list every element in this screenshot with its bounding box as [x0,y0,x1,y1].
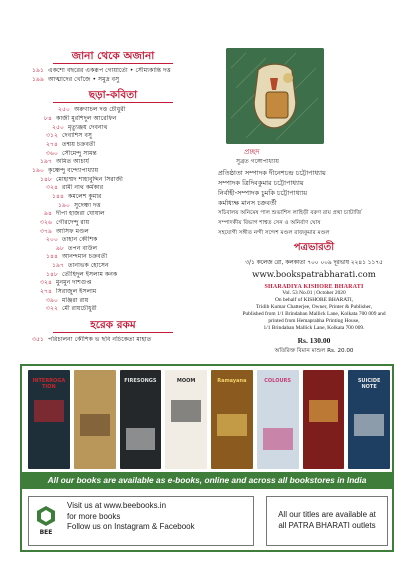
design-dept: সম্পাদকীয় বিভাগ শাশ্বত সেন ও অনির্বাণ ঘোষ [218,220,321,226]
imprint-line: printed from Hemaprabha Printing House, [268,317,360,324]
toc-entry-text: অরুণাচল দত্ত চৌধুরী [74,106,126,114]
toc-entry-text: মোহাম্মদ শাহাবুদ্দিন সিরাজী [56,175,123,183]
section-miscellany-entries [28,336,198,345]
book-title: MOOM [176,378,196,384]
imprint-line: 1/1 Brindaban Mallick Lane, Kolkata 700 009. [263,324,365,331]
book-cover-art [171,400,201,422]
toc-entry-text: পরিচালনা কৌশিক ভ ছবি নচিকেতা মাহাত [48,336,152,344]
toc-entry [28,279,198,288]
toc-page-number: ১৯০ [57,201,70,209]
editor-bn: সম্পাদক ত্রিদিবকুমার চট্টোপাধ্যায় [218,179,304,187]
toc-page-number: ১৯৯ [31,75,44,83]
imprint-line: Published from 1/1 Brindaban Mallick Lane, Kolkata 700 009 and [242,310,386,317]
bee-logo-icon [35,505,57,535]
toc-entry-text: আসিফ মণ্ডল [56,227,89,235]
section-divider [53,63,173,64]
toc-entry [28,167,198,176]
publisher-address: ৩/১ কলেজ রো, কলকাতা ৭০০ ০০৯ দূরভাষ ২২৪১ ১১৭৫ [245,260,383,266]
helpers: সহযোগী সঙ্গীত নন্দী সন্দেশ মণ্ডল রাজকুমার মণ্ডল [218,230,330,236]
toc-entry [28,184,198,193]
imprint-line: Tridib Kumar Chatterjee, Owner, Printer & Publisher, [256,304,372,311]
toc-entry [28,305,198,314]
toc-page-number: ১৪৪ [45,253,58,261]
toc-entry-text: দীপা হাজরা ঘোষাল [56,210,105,218]
toc-page-number: ৩২৪ [45,184,58,192]
book-cover[interactable] [211,370,253,469]
toc-entry [28,67,198,76]
bookstore-advertisement [20,364,394,552]
toc-entry [28,141,198,150]
publisher-brand: পত্রভারতী [293,242,335,253]
section-divider [53,332,173,333]
section-title-poems: ছড়া-কবিতা [88,89,138,102]
toc-entry-text: মঞ্জিরা রায় [62,296,89,304]
toc-entry [28,245,198,254]
cover-illustration [226,48,324,144]
toc-entry-text: আনন্দমান চক্রবর্তী [62,253,108,261]
imprint-line: On behalf of KISHORE BHARATI, [274,297,353,304]
toc-entry-text: কৃষ্ণেন্দু বন্দ্যোপাধ্যায় [48,166,99,174]
ebook-availability-banner: All our books are available as e-books, online and across all bookstores in India [22,472,392,489]
magazine-title-en: SHARADIYA KISHORE BHARATI [264,284,364,291]
book-cover[interactable] [74,370,116,469]
assistants: সচিবালয় অনিমেষ পাল শুভাশিস লাহিড়ী বরুণ রায় প্রথা চ্যাটার্জি [218,210,362,216]
toc-entry [28,288,198,297]
toc-page-number: ১৪৮ [45,270,58,278]
toc-entry [28,76,198,85]
book-cover-art [263,428,293,450]
toc-page-number: ২৫০ [57,106,70,114]
section-title-discovery: জানা থেকে অজানা [71,50,155,62]
section-poems-entries [28,106,198,314]
toc-entry-text: মৌ রায়চৌধুরী [62,305,97,313]
bee-brand-text: BEE [39,529,53,535]
patra-line: all PATRA BHARATI outlets [278,520,376,530]
book-cover[interactable] [348,370,390,469]
toc-page-number: ৯৪ [43,210,52,218]
toc-entry [28,115,198,124]
toc-entry-text: সৌমেন্দু সামন্ত [62,149,97,157]
section-title-miscellany: হরেক রকম [90,319,136,332]
toc-entry-text: কমলেশ কুমার [68,192,102,200]
toc-entry [28,253,198,262]
patra-outlets-box [266,496,388,546]
toc-page-number: ১৯১ [31,67,44,74]
cover-credit-name: সুব্রত গঙ্গোপাধ্যায় [236,158,279,165]
toc-page-number: ৩৯০ [45,296,58,304]
toc-entry [28,193,198,202]
toc-entry [28,336,198,345]
toc-entry-text: কাজী মুরশিদুল আরেফিন [56,114,117,122]
toc-page-number: ২৫০ [51,123,64,131]
book-title: COLOURS [264,378,291,384]
book-cover[interactable] [303,370,345,469]
toc-entry-text: মুনমুন দাশগুপ্ত [56,279,92,287]
book-cover-art [34,400,64,422]
toc-entry [28,297,198,306]
toc-entry [28,158,198,167]
toc-entry-text: গৌরদেন্দু রায় [56,218,90,226]
toc-entry [28,219,198,228]
toc-entry [28,132,198,141]
toc-page-number: ১৯৭ [51,262,64,270]
toc-entry [28,176,198,185]
book-cover[interactable] [165,370,207,469]
toc-entry-text: মৃত্যুঞ্জয় দেবনাথ [68,123,108,131]
toc-entry [28,236,198,245]
toc-page-number: ২০০ [45,236,58,244]
book-cover[interactable] [28,370,70,469]
toc-entry [28,150,198,159]
book-cover[interactable] [257,370,299,469]
book-cover[interactable] [120,370,162,469]
toc-entry [28,106,198,115]
toc-page-number: ৩৬০ [45,149,58,157]
bee-more-line: for more books [67,511,121,521]
toc-page-number: ৩৭৯ [39,227,52,235]
toc-entry-text: দেবাশিস বসু [62,132,93,140]
toc-page-number: ১৪৮ [39,175,52,183]
price: Rs. 130.00 [297,335,331,345]
toc-entry [28,124,198,133]
book-cover-art [217,414,247,436]
extra-airmail-price: অতিরিক্ত বিমান মাশুল Rs. 20.00 [274,347,354,354]
toc-page-number: ৮৪ [43,114,52,122]
toc-page-number: ৩২৪ [39,279,52,287]
executive-editor: নির্বাহী-সম্পাদক চুমকি চট্টোপাধ্যায় [218,189,308,197]
toc-entry-text: তানাভক হোসেন [68,262,109,270]
toc-entry-text: তন্ময় চক্রবর্তী [62,140,96,148]
publisher-website: www.bookspatrabharati.com [252,270,376,281]
toc-entry-text: সুদেষ্ণা দত্ত [74,201,101,209]
toc-entry-text: সিরাজুল ইসলাম [56,288,97,296]
cover-credit-label: প্রচ্ছদ [244,148,260,156]
bee-books-box [28,496,254,546]
toc-entry-text: আত্মাদের খোঁজে • সমুদ্র বসু [48,75,120,83]
toc-page-number: ৩৫১ [31,336,44,344]
art-director: কর্মাধ্যক্ষ মানস চক্রবর্তী [218,199,277,207]
toc-page-number: ৯৮ [55,244,64,252]
book-covers-row [28,370,390,469]
toc-entry [28,202,198,211]
toc-entry-text: তাহান কৌশিক [62,236,98,244]
toc-page-number: ১৪৪ [51,192,64,200]
book-cover-art [80,414,110,436]
toc-entry-text: অমিত আচার্য [56,158,90,166]
bee-website-line: Visit us at www.beebooks.in [67,501,167,510]
publication-info [218,168,410,371]
toc-page-number: ২৭৪ [39,288,52,296]
toc-page-number: ২৭৪ [45,140,58,148]
toc-page-number: ১৯৭ [39,158,52,166]
toc-page-number: ৩২৬ [39,218,52,226]
book-cover-art [126,428,156,450]
book-title: Ramayana [217,378,247,384]
toc-entry-text: একশো বছরের একরূপ গোয়ার্তো • সৌম্যকান্তি দত্ত [48,67,171,74]
patra-line: All our titles are available at [278,510,376,519]
section-discovery-entries [28,67,198,84]
toc-entry-text: তপন বাউল [68,244,98,252]
section-divider [53,102,173,103]
book-title: INTERROGATION [32,378,66,390]
table-of-contents [28,50,198,345]
toc-entry-text: রামী নাথ কর্মকার [62,184,104,192]
toc-page-number: ১৯০ [31,166,44,174]
book-cover-art [354,414,384,436]
bee-social-line: Follow us on Instagram & Facebook [67,522,195,531]
toc-entry [28,262,198,271]
book-cover-art [309,400,339,422]
toc-page-number: ৩১২ [45,132,58,140]
toc-entry [28,210,198,219]
toc-entry [28,271,198,280]
toc-entry-text: তৌহিদুল ইসলাম কনক [62,270,118,278]
imprint-line: Vol. 53 No.01 | October 2020 [282,290,346,297]
book-title: SUICIDE NOTE [357,378,381,390]
founder-editor: প্রতিষ্ঠাতা সম্পাদক দীনেশচন্দ্র চট্টোপাধ্যায় [218,169,326,177]
toc-entry [28,228,198,237]
toc-page-number: ৩২২ [45,305,58,313]
book-title: FIRESONGS [124,378,157,384]
